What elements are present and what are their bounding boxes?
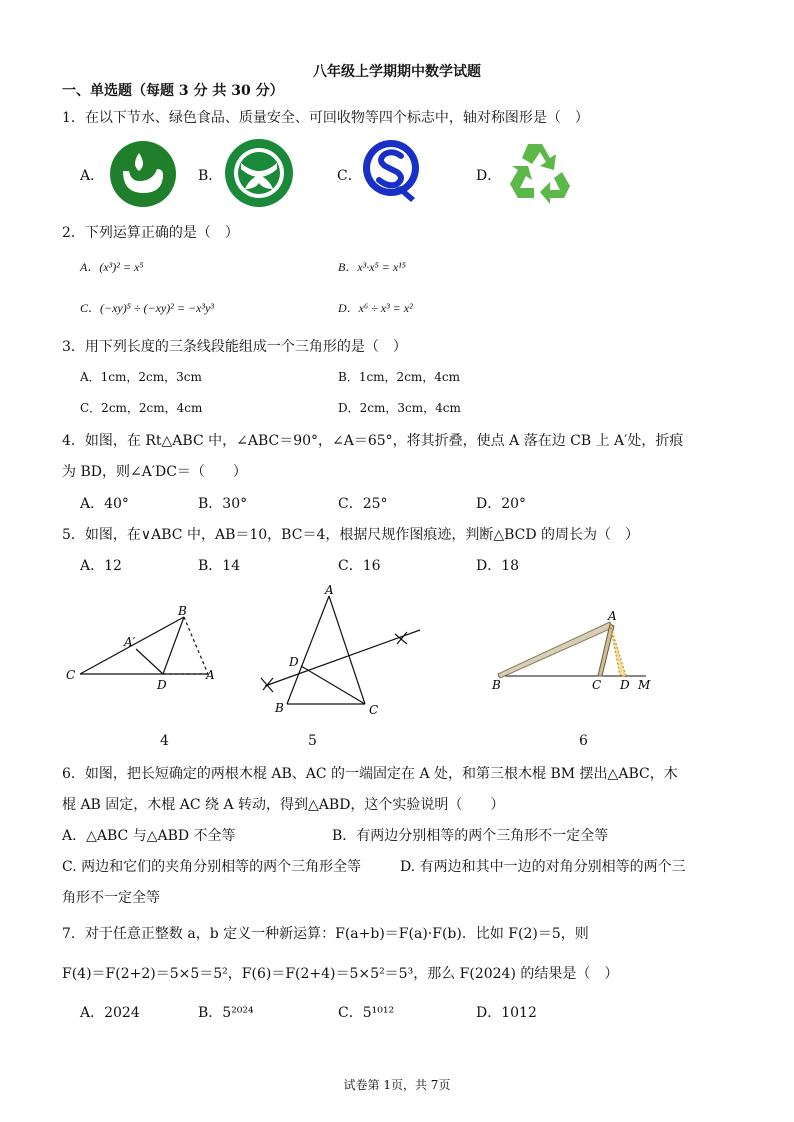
page-title: 八年级上学期期中数学试题 bbox=[313, 64, 481, 80]
q6-option-a: A．△ABC 与△ABD 不全等 bbox=[62, 828, 236, 844]
section-heading: 一、单选题（每题 3 分 共 30 分） bbox=[62, 83, 284, 99]
q4-stem-line1: 4．如图，在 Rt△ABC 中，∠ABC＝90°，∠A＝65°，将其折叠，使点 A 落在边 CB 上 A′处，折痕 bbox=[62, 433, 684, 449]
recycle-logo-icon bbox=[506, 140, 572, 204]
q2-stem: 2．下列运算正确的是（ ） bbox=[62, 225, 239, 241]
quality-safety-logo-icon bbox=[361, 138, 421, 204]
fig4-label-d: D bbox=[157, 678, 167, 692]
q1-label-d: D． bbox=[476, 168, 502, 184]
fig5-label-c: C bbox=[369, 703, 379, 717]
q5-option-d: D．18 bbox=[476, 558, 520, 574]
q2-option-c: C．(−xy)⁵ ÷ (−xy)² = −x³y³ bbox=[80, 301, 214, 315]
q3-option-b: B．1cm，2cm，4cm bbox=[338, 370, 461, 384]
fig4-label-a-prime: A′ bbox=[124, 635, 136, 649]
fig4-label-a: A bbox=[206, 668, 215, 682]
figure-6-caption: 6 bbox=[579, 733, 588, 749]
q1-label-c: C． bbox=[337, 168, 362, 184]
fig6-label-m: M bbox=[638, 678, 651, 692]
q5-option-c: C．16 bbox=[338, 558, 381, 574]
q3-option-d: D．2cm，3cm，4cm bbox=[338, 401, 461, 415]
q6-option-d-line2: 角形不一定全等 bbox=[62, 890, 160, 906]
fig5-label-b: B bbox=[275, 701, 284, 715]
fig6-label-d: D bbox=[620, 678, 630, 692]
q4-stem-line2: 为 BD，则∠A′DC＝（ ） bbox=[62, 464, 247, 480]
q1-stem: 1．在以下节水、绿色食品、质量安全、可回收物等四个标志中，轴对称图形是（ ） bbox=[62, 110, 589, 126]
fig6-label-b: B bbox=[492, 678, 501, 692]
q7-stem-line1: 7．对于任意正整数 a，b 定义一种新运算：F(a+b)＝F(a)·F(b)．比如 F(2)＝5，则 bbox=[62, 926, 589, 942]
page-footer: 试卷第 1页，共 7页 bbox=[343, 1078, 451, 1092]
fig6-label-a: A bbox=[608, 609, 617, 623]
q6-stem-line1: 6．如图，把长短确定的两根木棍 AB、AC 的一端固定在 A 处，和第三根木棍 BM 摆出△ABC，木 bbox=[62, 766, 678, 782]
fig5-label-d: D bbox=[289, 655, 299, 669]
q3-option-c: C．2cm，2cm，4cm bbox=[80, 401, 203, 415]
fig6-label-c: C bbox=[592, 678, 602, 692]
water-saving-logo-icon bbox=[109, 141, 177, 207]
q2-option-b: B．x³·x⁵ = x¹⁵ bbox=[338, 260, 406, 274]
q6-option-d-line1: D. 有两边和其中一边的对角分别相等的两个三 bbox=[400, 859, 686, 875]
q6-option-b: B．有两边分别相等的两个三角形不一定全等 bbox=[332, 828, 609, 844]
fig4-label-b: B bbox=[178, 604, 187, 618]
q4-option-a: A．40° bbox=[80, 496, 129, 512]
q2-option-d: D．x⁶ ÷ x³ = x² bbox=[338, 301, 413, 315]
q7-option-c: C．5¹⁰¹² bbox=[338, 1005, 395, 1021]
q7-option-b: B．5²⁰²⁴ bbox=[198, 1005, 254, 1021]
figure-6-diagram bbox=[486, 606, 666, 696]
q3-option-a: A．1cm，2cm，3cm bbox=[80, 370, 202, 384]
q4-option-d: D．20° bbox=[476, 496, 527, 512]
q7-option-d: D．1012 bbox=[476, 1005, 537, 1021]
q5-option-b: B．14 bbox=[198, 558, 241, 574]
q6-stem-line2: 棍 AB 固定，木棍 AC 绕 A 转动，得到△ABD，这个实验说明（ ） bbox=[62, 797, 505, 813]
q6-option-c: C. 两边和它们的夹角分别相等的两个三角形全等 bbox=[62, 859, 362, 875]
figure-5-diagram bbox=[255, 582, 430, 722]
q1-label-b: B． bbox=[198, 168, 223, 184]
figure-4-diagram bbox=[60, 605, 230, 695]
q2-option-a: A．(x³)² = x⁵ bbox=[80, 260, 144, 274]
q1-label-a: A． bbox=[80, 168, 105, 184]
green-food-logo-icon bbox=[223, 139, 295, 207]
q4-option-c: C．25° bbox=[338, 496, 388, 512]
q7-option-a: A．2024 bbox=[80, 1005, 140, 1021]
q4-option-b: B．30° bbox=[198, 496, 248, 512]
q7-stem-line2: F(4)＝F(2+2)＝5×5＝5²，F(6)＝F(2+4)＝5×5²＝5³，那么 F(2024) 的结果是（ ） bbox=[62, 966, 619, 982]
q3-stem: 3．用下列长度的三条线段能组成一个三角形的是（ ） bbox=[62, 339, 407, 355]
fig4-label-c: C bbox=[66, 668, 76, 682]
figure-4-caption: 4 bbox=[160, 733, 169, 749]
fig5-label-a: A bbox=[325, 583, 334, 597]
figure-5-caption: 5 bbox=[308, 733, 317, 749]
q5-stem: 5．如图，在∨ABC 中，AB＝10，BC＝4，根据尺规作图痕迹，判断△BCD 的周长为（ ） bbox=[62, 527, 640, 543]
q5-option-a: A．12 bbox=[80, 558, 122, 574]
